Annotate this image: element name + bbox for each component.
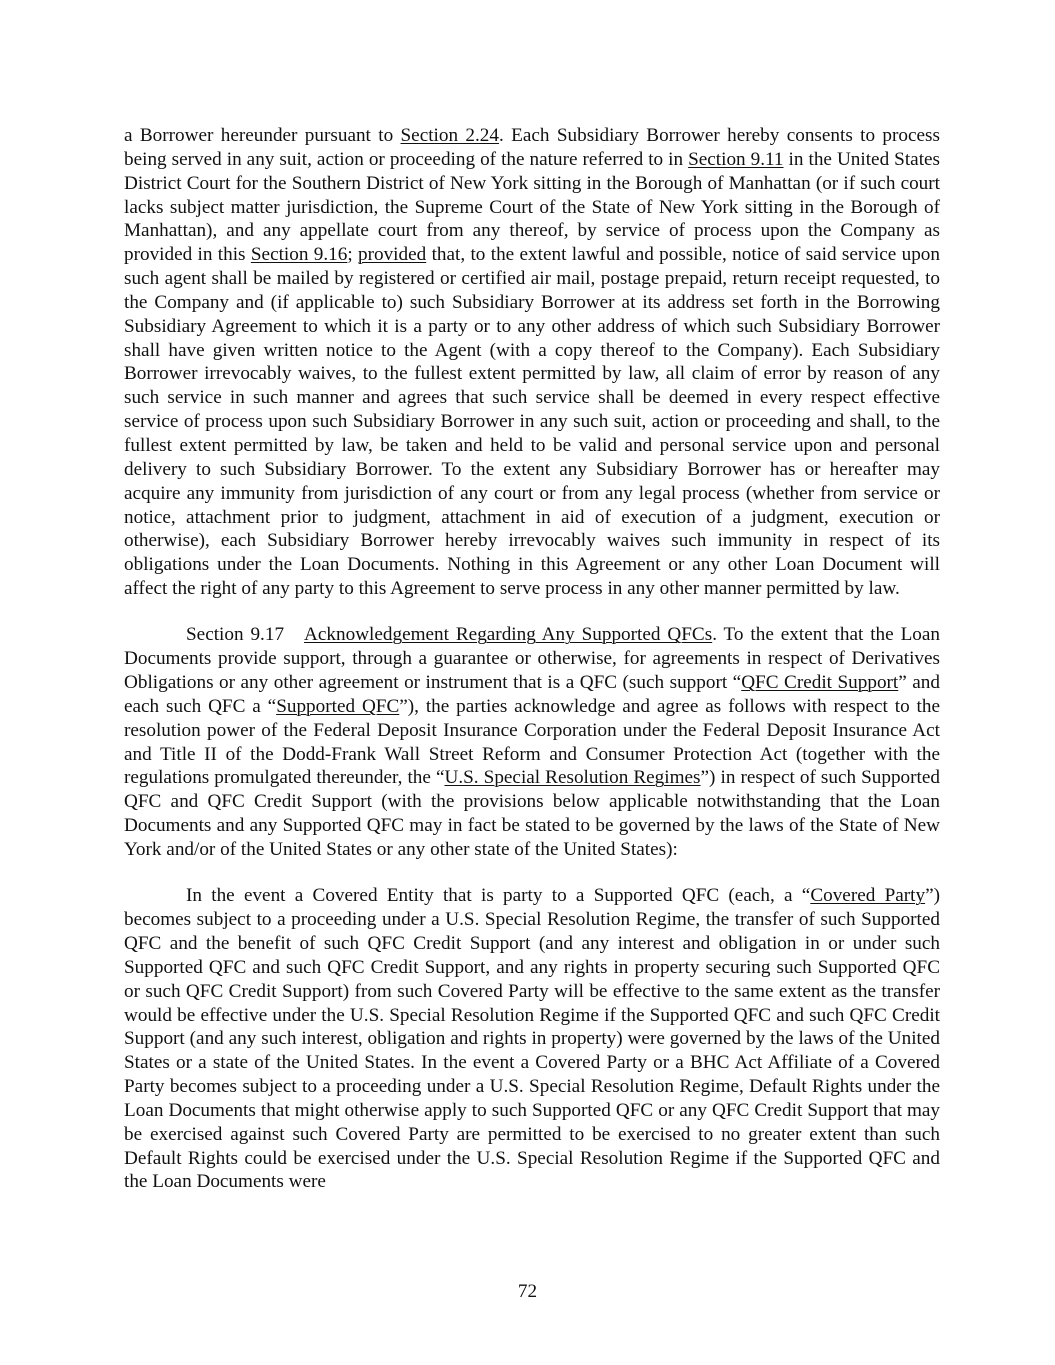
text-run: ”), the parties acknowledge and agree as follows with respect to the resolution power of the Federal Deposit Insurance Corporation under the Federal Deposit Insurance Act and Title II of the Dodd-Frank Wall Street Reform and Consumer Protection Act (together with the regulations promulgated thereunder, the “	[124, 695, 940, 789]
section-number: Section 9.17	[186, 624, 285, 646]
section-body	[124, 624, 940, 860]
text-run: . Each Subsidiary Borrower hereby consents to process being served in any suit, action or proceeding of the nature referred to in	[124, 125, 940, 170]
document-page	[124, 124, 940, 1194]
page-number: 72	[517, 1281, 538, 1302]
text-run: that, to the extent lawful and possible, notice of said service upon such agent shall be mailed by registered or certified air mail, postage prepaid, return receipt requested, to the Company and (if applicable to) such Subsidiary Borrower at its address set forth in the Borrowing Subsidiary Agreement to which it is a party or to any other address of which such Subsidiary Borrower shall have given written notice to the Agent (with a copy thereof to the Company). Each Subsidiary Borrower irrevocably waives, to the fullest extent permitted by law, all claim of error by reason of any such service in such manner and agrees that such service shall be deemed in every respect effective service of process upon such Subsidiary Borrower in any such suit, action or proceeding and shall, to the fullest extent permitted by law, be taken and held to be valid and personal service upon and personal delivery to such Subsidiary Borrower. To the extent any Subsidiary Borrower has or hereafter may acquire any immunity from jurisdiction of any court or from any legal process (whether from service or notice, attachment prior to judgment, attachment in aid of execution of a judgment, execution or otherwise), each Subsidiary Borrower hereby irrevocably waives such immunity in respect of its obligations under the Loan Documents. Nothing in this Agreement or any other Loan Document will affect the right of any party to this Agreement to serve process in any other manner permitted by law.	[124, 244, 940, 600]
section-heading: Acknowledgement Regarding Any Supported QFCs	[304, 624, 713, 646]
underlined-term: Section 2.24	[400, 125, 499, 146]
underlined-term: Supported QFC	[276, 695, 400, 717]
text-run: ”) becomes subject to a proceeding under a U.S. Special Resolution Regime, the transfer of such Supported QFC and the benefit of such QFC Credit Support (and any interest and obligation in or under such Supported QFC and such QFC Credit Support, and any rights in property securing such Supported QFC or such QFC Credit Support) from such Covered Party will be effective to the same extent as the transfer would be effective under the U.S. Special Resolution Regime if the Supported QFC and such QFC Credit Support (and any such interest, obligation and rights in property) were governed by the laws of the United States or a state of the United States. In the event a Covered Party or a BHC Act Affiliate of a Covered Party becomes subject to a proceeding under a U.S. Special Resolution Regime, Default Rights under the Loan Documents that might otherwise apply to such Supported QFC or any QFC Credit Support that may be exercised against such Covered Party are permitted to be exercised to no greater extent than such Default Rights could be exercised under the U.S. Special Resolution Regime if the Supported QFC and the Loan Documents were	[124, 885, 940, 1193]
paragraph-service-of-process	[124, 124, 940, 601]
text-run: In the event a Covered Entity that is party to a Supported QFC (each, a “	[186, 885, 811, 907]
paragraph-section-9-17	[124, 623, 940, 861]
text-run: . To the extent that the Loan Documents provide support, through a guarantee or otherwise, for agreements in respect of Derivatives Obligations or any other agreement or instrument that is a QFC (such support “	[124, 624, 941, 694]
paragraph-covered-party	[124, 884, 940, 1194]
underlined-term: Section 9.11	[688, 148, 784, 170]
text-run: ”) in respect of such Supported QFC and QFC Credit Support (with the provisions below applicable notwithstanding that the Loan Documents and any Supported QFC may in fact be stated to be governed by the laws of the State of New York and/or of the United States or any other state of the United States):	[124, 767, 940, 860]
underlined-term: QFC Credit Support	[741, 672, 899, 694]
text-run: in the United States District Court for the Southern District of New York sitting in the Borough of Manhattan (or if such court lacks subject matter jurisdiction, the Supreme Court of the State of New York sitting in the Borough of Manhattan), and any appellate court from any thereof, by service of process upon the Company as provided in this	[124, 148, 941, 266]
underlined-term: U.S. Special Resolution Regimes	[444, 767, 701, 789]
underlined-term: provided	[358, 244, 427, 266]
text-run: ;	[347, 244, 359, 266]
text-run: ” and each such QFC a “	[124, 672, 940, 717]
underlined-term: Section 9.16	[250, 244, 348, 266]
underlined-term: Covered Party	[810, 885, 926, 907]
text-run: a Borrower hereunder pursuant to	[124, 125, 401, 146]
